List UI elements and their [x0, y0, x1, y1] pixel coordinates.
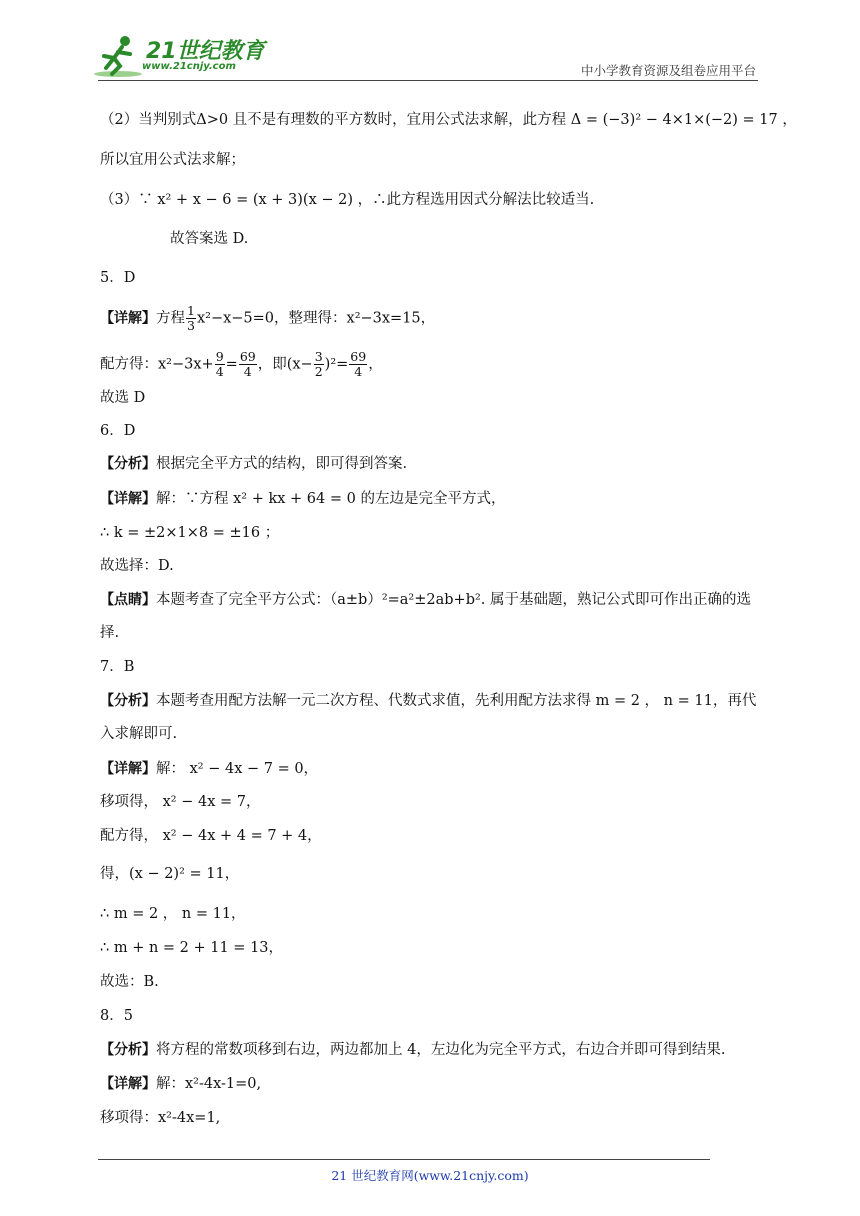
section-tag: 【分析】 [100, 1042, 156, 1058]
site-logo[interactable] [92, 34, 282, 78]
question-number: 6．D [100, 423, 136, 439]
text-line: 【详解】解：x²-4x-1=0, [100, 1076, 262, 1092]
logo-url: www.21cnjy.com [142, 61, 236, 72]
text-line: 【详解】解： x² − 4x − 7 = 0， [100, 761, 319, 777]
logo-title: 21世纪教育 [146, 39, 265, 64]
text-line: 移项得：x²-4x=1, [100, 1110, 221, 1126]
footer-link[interactable]: 21 世纪教育网(www.21cnjy.com) [331, 1168, 529, 1183]
text-line: 故选择：D. [100, 558, 174, 574]
fraction: $\frac{3}{2}$ [314, 349, 323, 379]
text-line: 配方得， x² − 4x + 4 = 7 + 4， [100, 828, 322, 844]
page-header [0, 0, 860, 80]
section-tag: 【详解】 [100, 1076, 156, 1092]
text-line: 【详解】方程 $\frac{1}{3}$ x²−x−5=0，整理得：x²−3x=15， [100, 303, 436, 333]
question-number: 5．D [100, 270, 136, 286]
text-line: 【分析】本题考查用配方法解一元二次方程、代数式求值，先利用配方法求得 m = 2 ， n = 11，再代 [100, 693, 757, 709]
text-line: 移项得， x² − 4x = 7， [100, 794, 261, 810]
text-line: 故答案选 D. [170, 231, 249, 247]
text-line: 所以宜用公式法求解； [100, 152, 245, 168]
header-tagline: 中小学教育资源及组卷应用平台 [580, 63, 756, 78]
text-line: （2）当判别式Δ>0 且不是有理数的平方数时，宜用公式法求解，此方程 Δ = (−3)² − 4×1×(−2) = 17 ， [100, 112, 797, 128]
text-line: 【分析】将方程的常数项移到右边，两边都加上 4，左边化为完全平方式，右边合并即可得到结果. [100, 1042, 726, 1058]
text-line: 故选：B. [100, 974, 159, 990]
section-tag: 【点睛】 [100, 592, 156, 608]
fraction: $\frac{69}{4}$ [239, 349, 256, 379]
fraction: $\frac{9}{4}$ [215, 349, 224, 379]
section-tag: 【分析】 [100, 456, 156, 472]
fraction: $\frac{1}{3}$ [187, 303, 195, 333]
header-divider [98, 80, 758, 81]
section-tag: 【详解】 [100, 761, 156, 777]
running-man-logo-icon [92, 34, 148, 78]
text-line: ∴ m = 2 ， n = 11， [100, 906, 246, 922]
section-tag: 【分析】 [100, 693, 156, 709]
text-line: 【点睛】本题考查了完全平方公式：（a±b）²=a²±2ab+b². 属于基础题，熟记公式即可作出正确的选 [100, 592, 752, 608]
text-line: （3）∵ x² + x − 6 = (x + 3)(x − 2) ，∴此方程选用因式分解法比较适当. [100, 192, 595, 208]
section-tag: 【详解】 [100, 310, 156, 327]
text-line: 入求解即可. [100, 726, 178, 742]
text-line: ∴ m + n = 2 + 11 = 13， [100, 940, 284, 956]
text-line: 【分析】根据完全平方式的结构，即可得到答案. [100, 456, 408, 472]
text-line: 故选 D [100, 390, 146, 406]
footer-divider [98, 1159, 710, 1160]
text-line: 得，(x − 2)² = 11， [100, 866, 240, 882]
question-number: 8．5 [100, 1008, 133, 1024]
section-tag: 【详解】 [100, 491, 156, 507]
text-line: 【详解】解：∵方程 x² + kx + 64 = 0 的左边是完全平方式， [100, 491, 506, 507]
text-line: ∴ k = ±2×1×8 = ±16 ； [100, 525, 280, 541]
text-line: 择. [100, 625, 120, 641]
fraction: $\frac{69}{4}$ [350, 349, 367, 379]
question-number: 7．B [100, 659, 135, 675]
text-line: 配方得：x²−3x+ $\frac{9}{4}$ = $\frac{69}{4}$ ，即(x− $\frac{3}{2}$ )²= $\frac{69}{4}$ ， [100, 349, 383, 379]
